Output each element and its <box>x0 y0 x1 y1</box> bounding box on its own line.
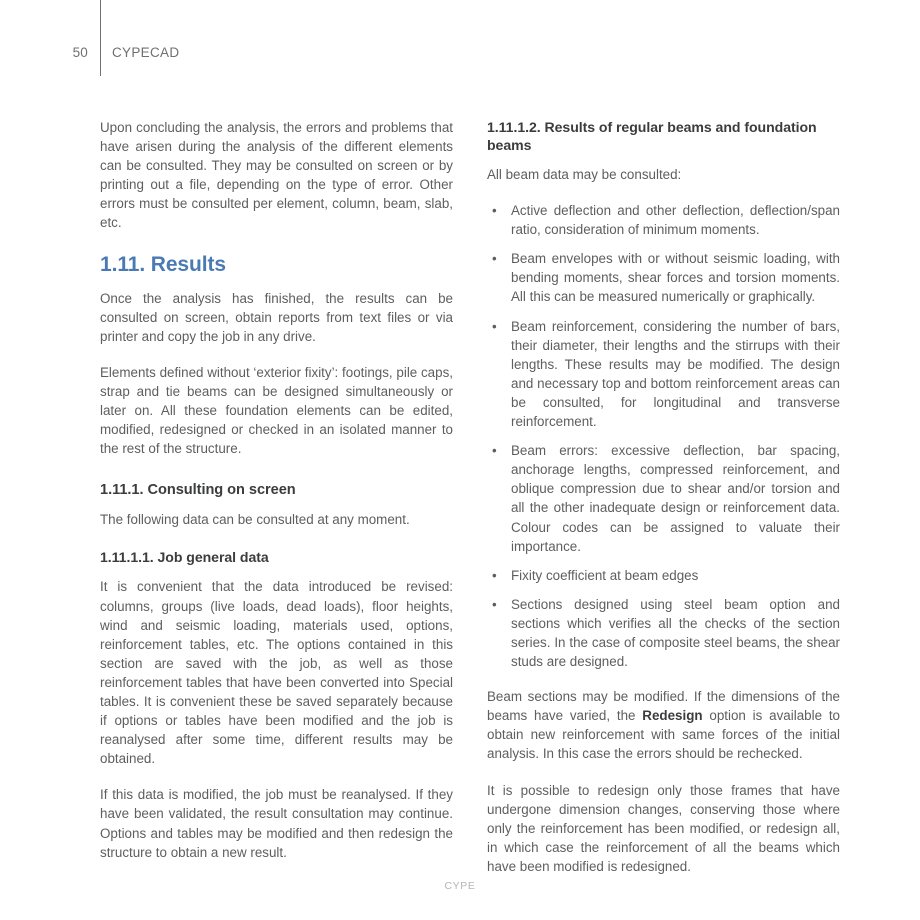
bullet-dot-icon: • <box>492 567 497 583</box>
paragraph-consulting-intro: The following data can be consulted at any moment. <box>100 512 410 528</box>
two-column-body <box>100 118 842 874</box>
header-divider-rule <box>100 0 101 76</box>
paragraph-results-2: Elements defined without ‘exterior fixity’: footings, pile caps, strap and tie beams can be designed simultaneously or later on. All these foundation elements can be edited, modified, redesigned or checked in an isolated manner to the rest of the structure. <box>100 364 453 457</box>
redesign-text-part-1: Beam sections may be modified. If the dimensions of the beams have varied, the <box>487 689 840 724</box>
list-item <box>487 566 840 585</box>
list-item-text: Fixity coefficient at beam edges <box>511 567 699 583</box>
list-item-text: Beam envelopes with or without seismic loading, with bending moments, shear forces and torsion moments. All this can be measured numerically or graphically. <box>511 251 840 305</box>
list-item <box>487 317 840 432</box>
page-header <box>0 0 920 80</box>
left-column <box>100 118 453 862</box>
list-item <box>487 441 840 556</box>
beam-data-bullet-list <box>487 201 840 671</box>
list-item-text: Active deflection and other deflection, deflection/span ratio, consideration of minimum moments. <box>511 203 840 238</box>
right-column <box>487 118 840 876</box>
bullet-dot-icon: • <box>492 596 497 612</box>
paragraph-redesign-option <box>487 687 840 763</box>
paragraph-intro: Upon concluding the analysis, the errors and problems that have arisen during the analysis of the different elements can be consulted. They may be consulted on screen or by printing out a file, depending on the type of error. Other errors must be consulted per element, column, beam, slab, etc. <box>100 120 453 231</box>
subsection-heading-consulting-on-screen: 1.11.1. Consulting on screen <box>100 482 296 499</box>
redesign-option-label: Redesign <box>642 708 703 724</box>
bullet-dot-icon: • <box>492 318 497 334</box>
list-item-text: Beam reinforcement, considering the number of bars, their diameter, their lengths and the stirrups with their lengths. These results may be modified. The design and necessary top and bottom reinforcement areas can be consulted, for longitudinal and transverse reinforcement. <box>511 318 840 430</box>
bullet-dot-icon: • <box>492 251 497 267</box>
list-item-text: Sections designed using steel beam option and sections which verifies all the checks of the section series. In the case of composite steel beams, the shear studs are designed. <box>511 596 840 670</box>
list-item <box>487 201 840 239</box>
subsubsection-heading-job-general-data: 1.11.1.1. Job general data <box>100 549 269 566</box>
paragraph-results-1: Once the analysis has finished, the results can be consulted on screen, obtain reports from text files or via printer and copy the job in any drive. <box>100 290 453 344</box>
redesign-text-part-2: option is available to obtain new reinforcement with same forces of the initial analysis. In this case the errors should be rechecked. <box>487 708 841 762</box>
paragraph-beam-data-intro: All beam data may be consulted: <box>487 167 682 182</box>
page-footer <box>0 876 920 894</box>
header-document-title: CYPECAD <box>112 45 180 60</box>
bullet-dot-icon: • <box>492 443 497 459</box>
list-item-text: Beam errors: excessive deflection, bar spacing, anchorage lengths, compressed reinforcement, and oblique compression due to shear and/or torsion and all the other inadequate design or reinforcement data. Colour codes can be assigned to valuate their importance. <box>511 443 840 554</box>
paragraph-reanalysis: If this data is modified, the job must be reanalysed. If they have been validated, the result consultation may continue. Options and tables may be modified and then redesign the structure to obtain a new result. <box>100 787 453 860</box>
paragraph-redesign-frames: It is possible to redesign only those frames that have undergone dimension changes, conserving those where only the reinforcement has been modified, or redesign all, in which case the reinforcement of all the beams which have been modified is redesigned. <box>487 782 840 874</box>
footer-brand: CYPE <box>444 880 476 892</box>
bullet-dot-icon: • <box>492 203 497 219</box>
section-heading-results: 1.11. Results <box>100 252 226 276</box>
paragraph-job-general-data: It is convenient that the data introduced be revised: columns, groups (live loads, dead loads), floor heights, wind and seismic loading, materials used, options, reinforcement tables, etc. The options contained in this section are saved with the job, as well as those reinforcement tables that have been converted into Special tables. It is convenient these be saved separately because if options or tables have been modified and the job is reanalysed after some time, different results may be obtained. <box>100 579 453 767</box>
list-item <box>487 249 840 306</box>
page-number: 50 <box>72 45 88 60</box>
list-item <box>487 595 840 671</box>
subsubsection-heading-results-of-regular-beams: 1.11.1.2. Results of regular beams and foundation beams <box>487 119 817 153</box>
